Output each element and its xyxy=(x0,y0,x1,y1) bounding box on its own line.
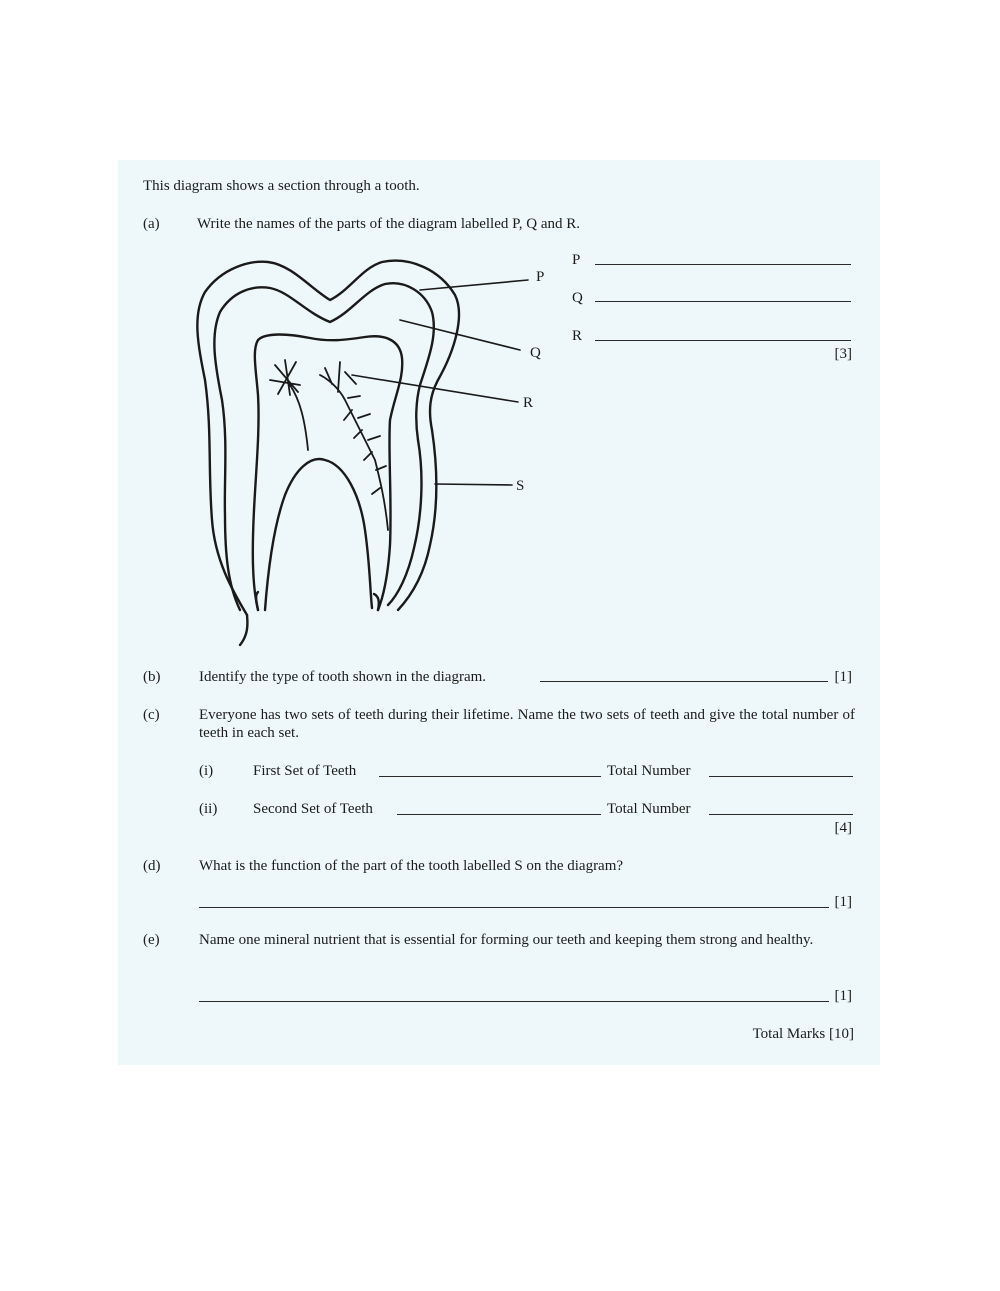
part-d-question: What is the function of the part of the tooth labelled S on the diagram? xyxy=(199,858,624,874)
part-c-label: (c) xyxy=(143,707,160,723)
part-b-marks: [1] xyxy=(834,669,852,685)
answer-label-q: Q xyxy=(572,290,583,306)
diagram-label-s: S xyxy=(516,478,525,494)
answer-label-p: P xyxy=(572,252,581,268)
diagram-label-q: Q xyxy=(530,345,541,361)
leader-line-s xyxy=(435,484,512,485)
second-set-answer-line[interactable] xyxy=(397,814,601,815)
part-e-question: Name one mineral nutrient that is essential for forming our teeth and keeping them strong and healthy. xyxy=(199,932,814,948)
first-set-total-line[interactable] xyxy=(709,776,853,777)
part-d-label: (d) xyxy=(143,858,161,874)
diagram-label-r: R xyxy=(523,395,534,411)
part-c-marks: [4] xyxy=(834,820,852,836)
part-c-i-label: (i) xyxy=(199,763,214,779)
part-e-marks: [1] xyxy=(834,988,852,1004)
second-set-total-line[interactable] xyxy=(709,814,853,815)
intro-text: This diagram shows a section through a tooth. xyxy=(143,178,420,194)
part-b-label: (b) xyxy=(143,669,161,685)
diagram-label-p: P xyxy=(536,269,545,285)
leader-line-p xyxy=(420,280,528,290)
part-c-i-text: First Set of Teeth xyxy=(253,763,357,779)
part-a-marks: [3] xyxy=(834,346,852,362)
root-inner-right xyxy=(388,440,421,605)
part-c-ii-label: (ii) xyxy=(199,801,218,817)
part-d-marks: [1] xyxy=(834,894,852,910)
part-e-answer-line[interactable] xyxy=(199,1001,829,1002)
root-split xyxy=(265,459,372,610)
part-d-answer-line[interactable] xyxy=(199,907,829,908)
total-marks: Total Marks [10] xyxy=(752,1026,854,1042)
answer-label-r: R xyxy=(572,328,583,344)
nerve-right xyxy=(320,362,388,530)
enamel-outline xyxy=(197,261,459,615)
part-b-question: Identify the type of tooth shown in the diagram. xyxy=(199,669,487,685)
part-e-label: (e) xyxy=(143,932,160,948)
part-c-ii-text: Second Set of Teeth xyxy=(253,801,373,817)
part-b-answer-line[interactable] xyxy=(540,681,828,682)
part-c-question: Everyone has two sets of teeth during their lifetime. Name the two sets of teeth and give the total number of teeth in each set. xyxy=(199,707,855,741)
part-c-i-total: Total Number xyxy=(607,763,691,779)
part-a-question: Write the names of the parts of the diagram labelled P, Q and R. xyxy=(197,216,581,232)
part-a-label: (a) xyxy=(143,216,160,232)
first-set-answer-line[interactable] xyxy=(379,776,601,777)
leader-line-r xyxy=(352,375,518,402)
nerve-left xyxy=(270,360,308,450)
leader-line-q xyxy=(400,320,520,350)
dentine-outline xyxy=(214,283,433,610)
part-c-ii-total: Total Number xyxy=(607,801,691,817)
